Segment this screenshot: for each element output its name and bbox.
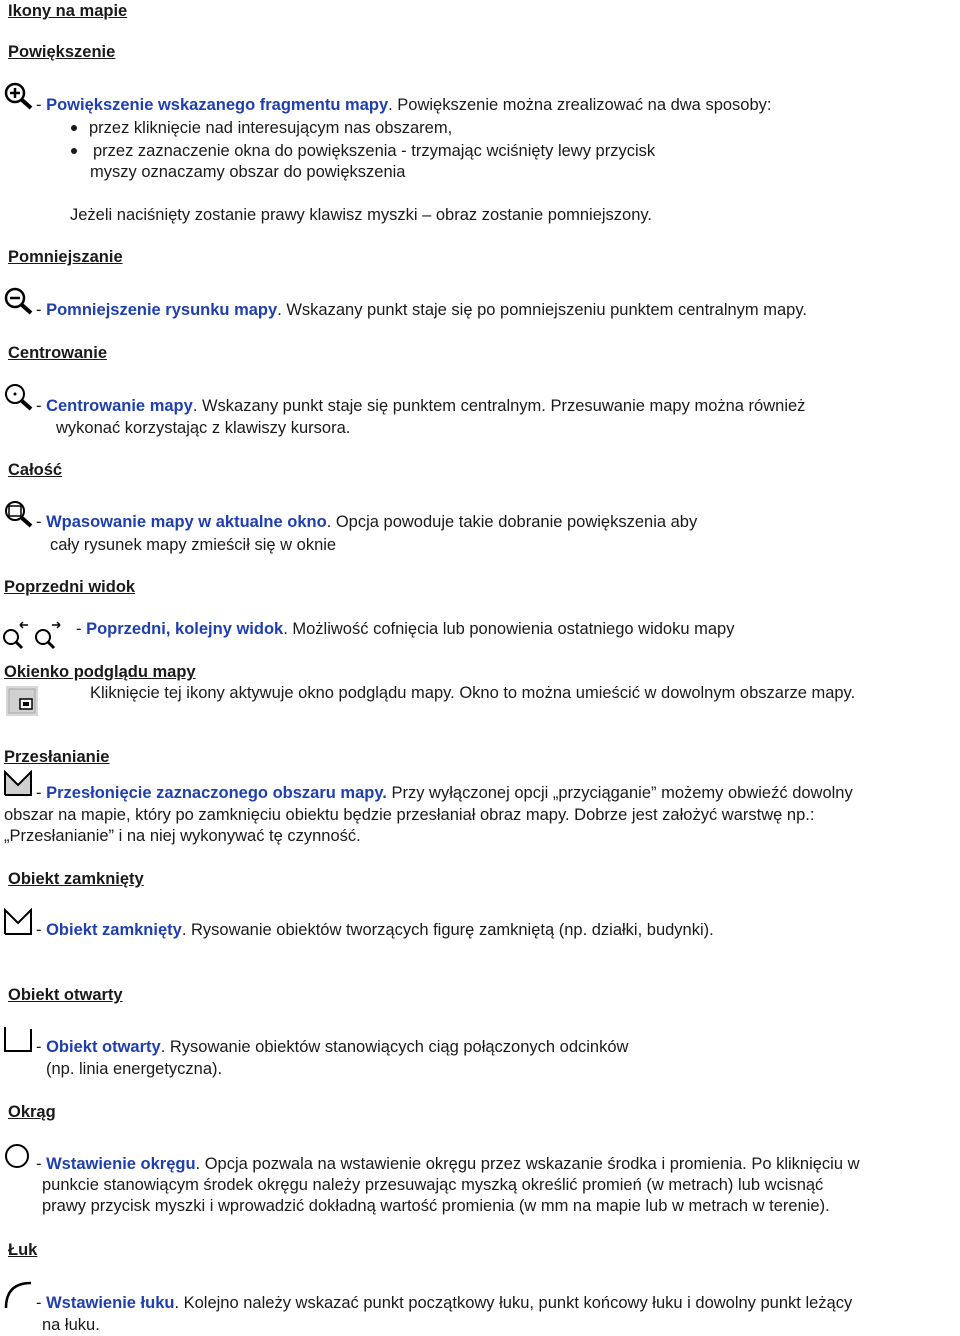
fit-line [36,511,697,533]
page-title: Ikony na mapie [8,2,128,20]
center-text: . Wskazany punkt staje się punktem centralnym. Przesuwanie mapy można również [192,397,806,415]
dash: - [36,921,47,939]
cover-text-2: obszar na mapie, który po zamknięciu obiektu będzie przesłaniał obraz mapy. Dobrze jest założyć warstwę np.: [4,806,815,824]
closed-link[interactable]: Obiekt zamknięty [46,921,182,939]
dash: - [36,397,47,415]
zoom-in-bullet-2-cont: myszy oznaczamy obszar do powiększenia [90,163,406,181]
circle-text: . Opcja pozwala na wstawienie okręgu przez wskazanie środka i promienia. Po kliknięciu w [195,1155,860,1173]
dash: - [36,301,47,319]
bullet [71,148,77,154]
heading-zoom-out: Pomniejszanie [8,248,123,266]
fit-text: . Opcja powoduje takie dobranie powiększenia aby [326,513,698,531]
open-text-2: (np. linia energetyczna). [46,1060,223,1078]
cover-line [36,782,853,804]
heading-closed: Obiekt zamknięty [8,870,144,888]
dash: - [36,784,47,802]
open-text: . Rysowanie obiektów stanowiących ciąg połączonych odcinków [160,1038,629,1056]
heading-center: Centrowanie [8,344,108,362]
center-link[interactable]: Centrowanie mapy [46,397,193,415]
next-view-icon[interactable] [32,621,62,651]
prev-link[interactable]: Poprzedni, kolejny widok [86,620,284,638]
zoom-out-line [36,299,807,321]
closed-text: . Rysowanie obiektów tworzących figurę zamkniętą (np. działki, budynki). [181,921,714,939]
zoom-in-icon[interactable] [3,82,33,110]
open-line [36,1036,628,1058]
prev-line [76,618,734,640]
zoom-in-bullet-2: przez zaznaczenie okna do powiększenia - trzymając wciśnięty lewy przycisk [93,142,656,160]
circle-line [36,1153,860,1175]
circle-link[interactable]: Wstawienie okręgu [46,1155,196,1173]
circle-text-2: punkcie stanowiącym środek okręgu należy przesuwając myszką określić promień (w metrach) lub wcisnąć [42,1176,824,1194]
fit-icon[interactable] [3,500,33,528]
dash: - [36,1155,47,1173]
heading-fit: Całość [8,461,63,479]
preview-text: Kliknięcie tej ikony aktywuje okno podglądu mapy. Okno to można umieścić w dowolnym obszarze mapy. [90,684,856,702]
arc-text: . Kolejno należy wskazać punkt początkowy łuku, punkt końcowy łuku i dowolny punkt leżący [174,1294,853,1312]
closed-object-icon[interactable] [3,908,33,936]
closed-line [36,919,714,941]
dash: - [36,513,47,531]
zoom-in-line [36,94,771,116]
center-line [36,395,805,417]
zoom-in-note: Jeżeli naciśnięty zostanie prawy klawisz myszki – obraz zostanie pomniejszony. [70,206,653,224]
cover-link[interactable]: Przesłonięcie zaznaczonego obszaru mapy. [46,784,387,802]
prev-text: . Możliwość cofnięcia lub ponowienia ostatniego widoku mapy [283,620,735,638]
dash: - [76,620,87,638]
fit-text-2: cały rysunek mapy zmieścił się w oknie [50,536,337,554]
cover-area-icon[interactable] [3,770,33,796]
zoom-out-icon[interactable] [3,287,33,315]
cover-text-3: „Przesłanianie” i na niej wykonywać tę czynność. [4,827,361,845]
center-text-2: wykonać korzystając z klawiszy kursora. [56,419,351,437]
circle-icon[interactable] [3,1142,33,1170]
heading-arc: Łuk [8,1241,38,1259]
arc-icon[interactable] [3,1280,33,1310]
arc-text-2: na łuku. [42,1316,100,1334]
dash: - [36,1038,47,1056]
arc-link[interactable]: Wstawienie łuku [46,1294,175,1312]
zoom-out-link[interactable]: Pomniejszenie rysunku mapy [46,301,278,319]
heading-zoom-in: Powiększenie [8,43,116,61]
heading-cover: Przesłanianie [4,748,110,766]
preview-window-icon[interactable] [6,686,38,716]
heading-preview: Okienko podglądu mapy [4,663,196,681]
bullet [71,125,77,131]
dash: - [36,1294,47,1312]
dash: - [36,96,47,114]
previous-view-icon[interactable] [0,621,30,651]
heading-prev: Poprzedni widok [4,578,136,596]
open-link[interactable]: Obiekt otwarty [46,1038,161,1056]
cover-text: Przy wyłączonej opcji „przyciąganie” możemy obwieźć dowolny [386,784,853,802]
zoom-out-text: . Wskazany punkt staje się po pomniejszeniu punktem centralnym mapy. [277,301,807,319]
zoom-in-text: . Powiększenie można zrealizować na dwa sposoby: [388,96,772,114]
open-object-icon[interactable] [3,1025,33,1053]
fit-link[interactable]: Wpasowanie mapy w aktualne okno [46,513,327,531]
arc-line [36,1292,852,1314]
zoom-in-bullet-1: przez kliknięcie nad interesującym nas obszarem, [89,119,453,137]
circle-text-3: prawy przycisk myszki i wprowadzić dokładną wartość promienia (w mm na mapie lub w metrach w terenie). [42,1197,830,1215]
heading-open: Obiekt otwarty [8,986,123,1004]
center-icon[interactable] [3,383,33,411]
heading-circle: Okrąg [8,1103,56,1121]
zoom-in-link[interactable]: Powiększenie wskazanego fragmentu mapy [46,96,389,114]
